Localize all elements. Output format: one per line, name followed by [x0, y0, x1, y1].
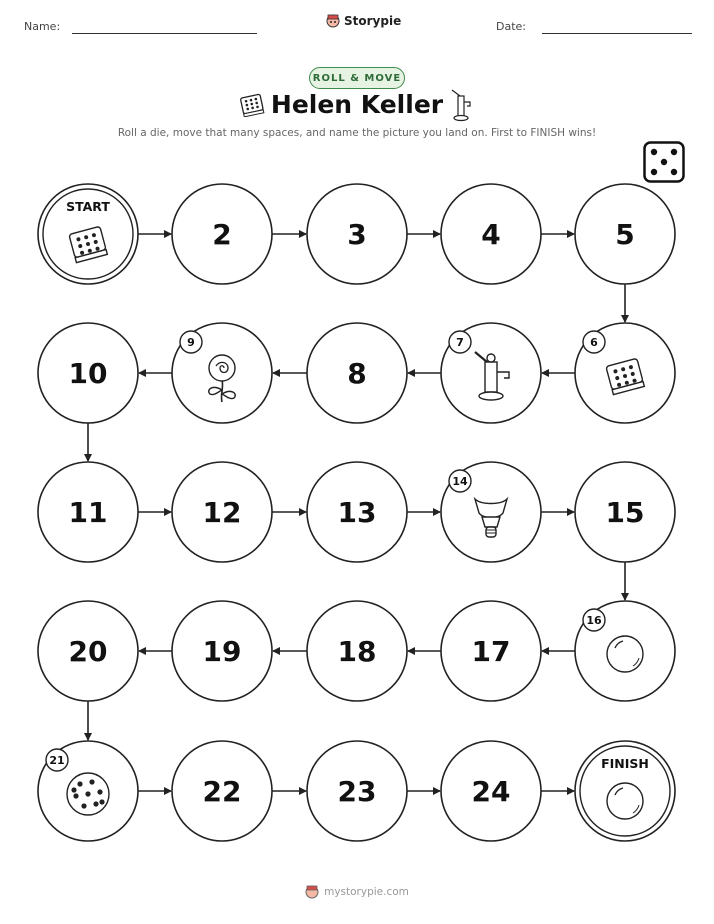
- board-space-13[interactable]: [307, 462, 407, 562]
- board-space-8[interactable]: [307, 323, 407, 423]
- board-space-17[interactable]: [441, 601, 541, 701]
- board-space-14[interactable]: [441, 462, 541, 562]
- board-space-9[interactable]: [172, 323, 272, 423]
- board-space-7[interactable]: [441, 323, 541, 423]
- space-number: 17: [471, 635, 511, 668]
- board-space-1[interactable]: [38, 184, 138, 284]
- space-number: 6: [590, 336, 598, 349]
- board-space-6[interactable]: [575, 323, 675, 423]
- space-number: 5: [615, 218, 635, 251]
- space-number: 14: [452, 475, 468, 488]
- space-number: 13: [337, 496, 377, 529]
- space-number: 18: [337, 635, 377, 668]
- name-label: Name:: [24, 20, 61, 33]
- brand-name: Storypie: [344, 14, 402, 28]
- space-number: 3: [347, 218, 367, 251]
- board-space-18[interactable]: [307, 601, 407, 701]
- board-space-25[interactable]: [575, 741, 675, 841]
- space-number: 16: [586, 614, 602, 627]
- board-space-24[interactable]: [441, 741, 541, 841]
- board-space-22[interactable]: [172, 741, 272, 841]
- space-number: 2: [212, 218, 232, 251]
- space-number: 11: [68, 496, 108, 529]
- space-number: 10: [68, 357, 108, 390]
- space-label: START: [66, 199, 110, 214]
- space-number: 9: [187, 336, 195, 349]
- board-space-5[interactable]: [575, 184, 675, 284]
- board-space-2[interactable]: [172, 184, 272, 284]
- board-space-23[interactable]: [307, 741, 407, 841]
- space-label: FINISH: [601, 756, 649, 771]
- game-type-badge: ROLL & MOVE: [309, 67, 405, 89]
- instructions: Roll a die, move that many spaces, and name the picture you land on. First to FINISH wins!: [117, 127, 597, 139]
- date-label: Date:: [496, 20, 526, 33]
- board-space-4[interactable]: [441, 184, 541, 284]
- board-space-16[interactable]: [575, 601, 675, 701]
- space-number: 20: [68, 635, 108, 668]
- footer-url: mystorypie.com: [324, 886, 409, 898]
- marble-icon: [607, 783, 643, 819]
- space-number: 7: [456, 336, 464, 349]
- footer: [0, 884, 714, 900]
- space-number: 19: [202, 635, 242, 668]
- board-space-11[interactable]: [38, 462, 138, 562]
- board-space-19[interactable]: [172, 601, 272, 701]
- space-number: 15: [605, 496, 645, 529]
- board-space-15[interactable]: [575, 462, 675, 562]
- space-number: 23: [337, 775, 377, 808]
- board-space-3[interactable]: [307, 184, 407, 284]
- board-space-10[interactable]: [38, 323, 138, 423]
- board-space-21[interactable]: [38, 741, 138, 841]
- space-number: 24: [471, 775, 511, 808]
- space-number: 4: [481, 218, 501, 251]
- cookie-icon: [67, 773, 109, 815]
- space-number: 8: [347, 357, 367, 390]
- space-number: 22: [202, 775, 242, 808]
- marble-icon: [607, 636, 643, 672]
- space-number: 12: [202, 496, 242, 529]
- page-title: Helen Keller: [270, 90, 444, 119]
- board-space-20[interactable]: [38, 601, 138, 701]
- board-space-12[interactable]: [172, 462, 272, 562]
- space-number: 21: [49, 754, 65, 767]
- storypie-mascot-footer-icon: [305, 884, 319, 900]
